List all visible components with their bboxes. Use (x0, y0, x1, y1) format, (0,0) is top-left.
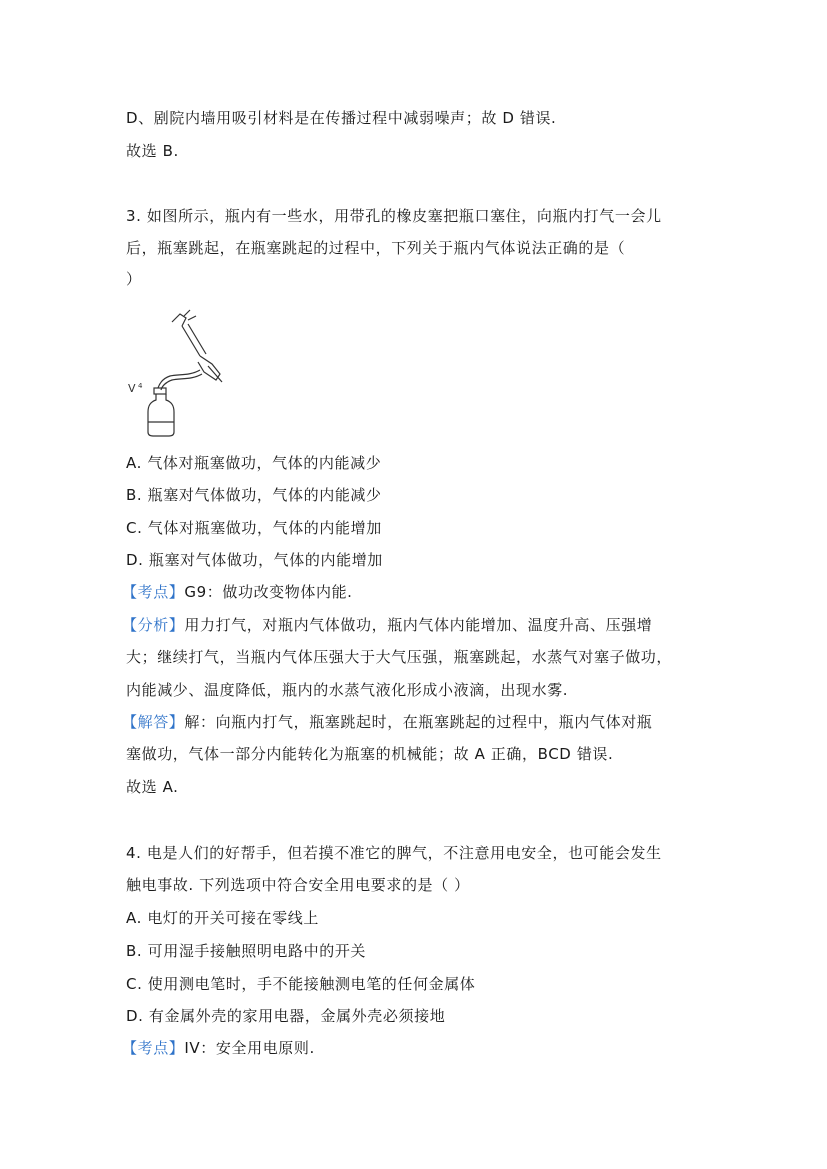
q3-fenxi-line2: 大；继续打气，当瓶内气体压强大于大气压强，瓶塞跳起，水蒸气对塞子做功， (126, 648, 673, 666)
q4-option-a: A. 电灯的开关可接在零线上 (126, 909, 319, 927)
q3-jieda-line1 (122, 712, 652, 732)
q3-kaodian (122, 582, 353, 602)
q4-option-b: B. 可用湿手接触照明电路中的开关 (126, 942, 367, 960)
q3-stem-line1: 3. 如图所示，瓶内有一些水，用带孔的橡皮塞把瓶口塞住，向瓶内打气一会儿 (126, 207, 662, 225)
q4-kaodian (122, 1038, 315, 1058)
q4-stem-line2: 触电事故. 下列选项中符合安全用电要求的是（ ） (126, 876, 470, 894)
figure-label: V (128, 382, 136, 395)
kaodian-text: G9：做功改变物体内能. (184, 583, 353, 601)
q3-jieda-line2: 塞做功，气体一部分内能转化为瓶塞的机械能；故 A 正确，BCD 错误. (126, 745, 614, 763)
q4-option-c: C. 使用测电笔时，手不能接触测电笔的任何金属体 (126, 975, 476, 993)
q3-option-a: A. 气体对瓶塞做功，气体的内能减少 (126, 454, 382, 472)
q4-option-d: D. 有金属外壳的家用电器，金属外壳必须接地 (126, 1007, 446, 1025)
q3-option-c: C. 气体对瓶塞做功，气体的内能增加 (126, 519, 382, 537)
q4-stem-line1: 4. 电是人们的好帮手，但若摸不准它的脾气，不注意用电安全，也可能会发生 (126, 844, 662, 862)
q3-bottle-figure (124, 304, 236, 440)
q4-kaodian-tag: 【考点】 (122, 1039, 185, 1057)
q3-stem-line2: 后，瓶塞跳起，在瓶塞跳起的过程中，下列关于瓶内气体说法正确的是（ (126, 239, 626, 257)
q3-option-b: B. 瓶塞对气体做功，气体的内能减少 (126, 486, 382, 504)
q3-stem-line3: ） (126, 270, 142, 288)
q3-answer: 故选 A. (126, 778, 179, 796)
jieda-tag: 【解答】 (122, 713, 185, 731)
q3-option-d: D. 瓶塞对气体做功，气体的内能增加 (126, 551, 383, 569)
kaodian-tag: 【考点】 (122, 583, 185, 601)
bottle-pump-diagram (124, 304, 236, 440)
jieda-text1: 解：向瓶内打气，瓶塞跳起时，在瓶塞跳起的过程中，瓶内气体对瓶 (184, 713, 653, 731)
svg-text:4: 4 (138, 382, 143, 390)
q2-answer: 故选 B. (126, 142, 179, 160)
q2-option-d: D、剧院内墙用吸引材料是在传播过程中减弱噪声；故 D 错误. (126, 109, 557, 127)
fenxi-tag: 【分析】 (122, 616, 185, 634)
q4-kaodian-text: IV：安全用电原则. (184, 1039, 315, 1057)
q3-fenxi-line1 (122, 615, 652, 635)
q3-fenxi-line3: 内能减少、温度降低，瓶内的水蒸气液化形成小液滴，出现水雾. (126, 681, 569, 699)
fenxi-text1: 用力打气，对瓶内气体做功，瓶内气体内能增加、温度升高、压强增 (184, 616, 653, 634)
